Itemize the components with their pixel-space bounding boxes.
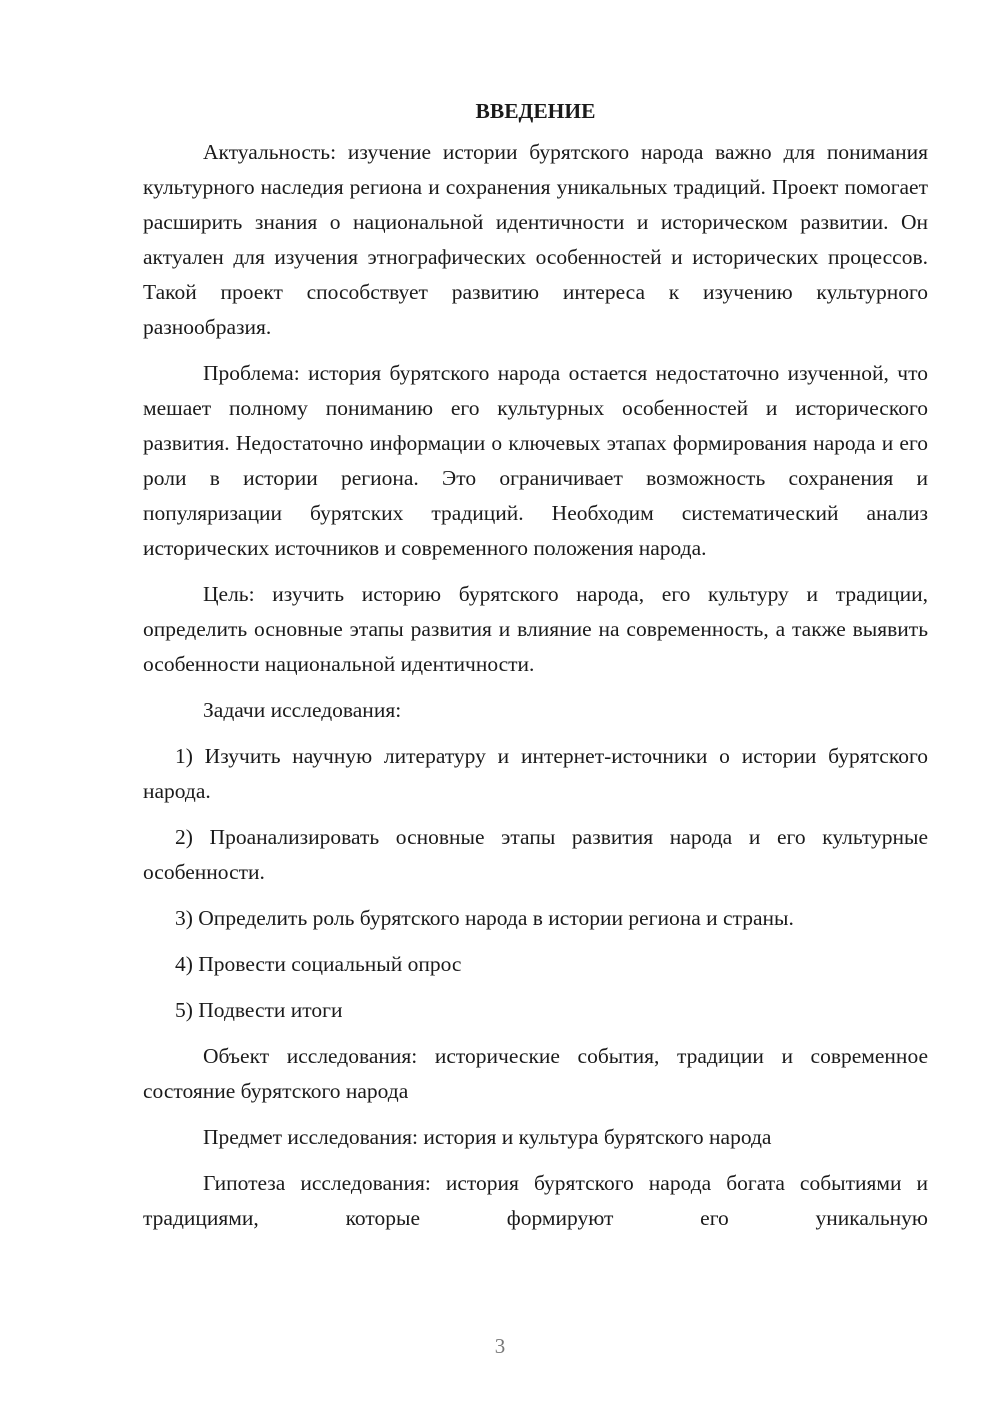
task-item-2: 2) Проанализировать основные этапы развития народа и его культурные особенности. [143, 825, 928, 884]
tasks-heading: Задачи исследования: [203, 698, 402, 722]
subject-paragraph: Предмет исследования: история и культура бурятского народа [203, 1125, 772, 1149]
task-item-1: 1) Изучить научную литературу и интернет-источники о истории бурятского народа. [143, 744, 928, 803]
relevance-paragraph: Актуальность: изучение истории бурятского народа важно для понимания культурного наследия региона и сохранения уникальных традиций. Проект помогает расширить знания о национальной идентичности и историческом развитии. Он актуален для изучения этнографических особенностей и исторических процессов. Такой проект способствует развитию интереса к изучению культурного разнообразия. [143, 140, 928, 339]
problem-paragraph: Проблема: история бурятского народа остается недостаточно изученной, что мешает полному пониманию его культурных особенностей и исторического развития. Недостаточно информации о ключевых этапах формирования народа и его роли в истории региона. Это ограничивает возможность сохранения и популяризации бурятских традиций. Необходим систематический анализ исторических источников и современного положения народа. [143, 361, 928, 560]
task-item-4: 4) Провести социальный опрос [175, 952, 462, 976]
page-number: 3 [494, 1334, 506, 1358]
task-item-5: 5) Подвести итоги [175, 998, 343, 1022]
object-paragraph: Объект исследования: исторические события, традиции и современное состояние бурятского народа [143, 1044, 928, 1103]
page-title: ВВЕДЕНИЕ [475, 99, 596, 123]
goal-paragraph: Цель: изучить историю бурятского народа, его культуру и традиции, определить основные этапы развития и влияние на современность, а также выявить особенности национальной идентичности. [143, 582, 928, 676]
task-item-3: 3) Определить роль бурятского народа в истории региона и страны. [175, 906, 794, 930]
hypothesis-paragraph: Гипотеза исследования: история бурятского народа богата событиями и традициями, которые формируют его уникальную [143, 1171, 928, 1230]
page-body [143, 96, 928, 1247]
